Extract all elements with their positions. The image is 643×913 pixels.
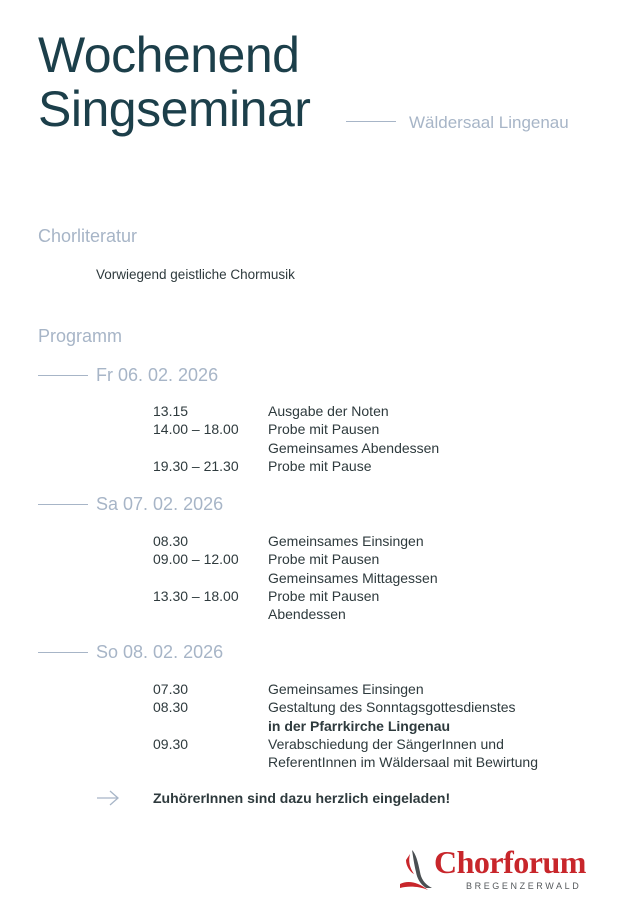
- invitation-note: ZuhörerInnen sind dazu herzlich eingeladen!: [153, 790, 451, 806]
- schedule-row: [153, 717, 623, 735]
- day-divider: [38, 504, 88, 505]
- schedule-event: in der Pfarrkirche Lingenau: [268, 717, 451, 734]
- schedule-event: Abendessen: [268, 606, 346, 623]
- chorforum-logo: [398, 844, 613, 894]
- day-label-sa: Sa 07. 02. 2026: [96, 494, 224, 514]
- schedule-event: Gemeinsames Mittagessen: [268, 569, 438, 586]
- schedule-time: 13.30 – 18.00: [153, 587, 239, 604]
- page-title: [38, 28, 310, 136]
- schedule-event: Probe mit Pausen: [268, 587, 380, 604]
- schedule-time: 09.30: [153, 735, 189, 752]
- schedule-event: Probe mit Pause: [268, 457, 372, 474]
- schedule-time: 19.30 – 21.30: [153, 457, 239, 474]
- schedule-time: 13.15: [153, 403, 189, 419]
- day-label-fr: Fr 06. 02. 2026: [96, 365, 219, 385]
- schedule-time: [153, 569, 268, 587]
- schedule-event: Gemeinsames Abendessen: [268, 439, 440, 456]
- logo-name: Chorforum: [434, 844, 586, 880]
- chorliteratur-heading: Chorliteratur: [38, 226, 138, 246]
- schedule-event: Gemeinsames Einsingen: [268, 681, 424, 697]
- schedule-row: [153, 698, 623, 716]
- schedule-time: 08.30: [153, 533, 189, 549]
- schedule-row: [153, 587, 623, 605]
- schedule-time: [153, 439, 268, 457]
- schedule-time: [153, 753, 268, 771]
- schedule-row: [153, 735, 623, 753]
- schedule-time: [153, 605, 268, 623]
- schedule-row: [153, 550, 623, 568]
- schedule-row: [153, 569, 623, 587]
- schedule-time: 14.00 – 18.00: [153, 421, 239, 438]
- schedule-sa: [153, 532, 623, 623]
- schedule-event: Gestaltung des Sonntagsgottesdienstes: [268, 699, 516, 716]
- arrow-right-icon: [96, 788, 122, 808]
- schedule-fr: [153, 402, 623, 475]
- schedule-row: [153, 532, 623, 550]
- title-line-1: Wochenend: [38, 27, 300, 83]
- schedule-row: [153, 753, 623, 771]
- schedule-row: [153, 402, 623, 420]
- schedule-row: [153, 680, 623, 698]
- chorliteratur-text: Vorwiegend geistliche Chormusik: [96, 267, 295, 282]
- schedule-event: Gemeinsames Einsingen: [268, 533, 424, 549]
- schedule-row: [153, 457, 623, 475]
- schedule-event: Ausgabe der Noten: [268, 403, 389, 419]
- programm-heading: Programm: [38, 326, 123, 346]
- choir-figure-icon: [398, 846, 438, 892]
- schedule-time: 07.30: [153, 681, 189, 697]
- schedule-row: [153, 439, 623, 457]
- schedule-time: 09.00 – 12.00: [153, 551, 239, 568]
- schedule-event: Verabschiedung der SängerInnen und: [268, 735, 504, 752]
- schedule-row: [153, 605, 623, 623]
- venue-divider: [346, 121, 396, 122]
- schedule-event: ReferentInnen im Wäldersaal mit Bewirtung: [268, 754, 539, 771]
- schedule-so: [153, 680, 623, 771]
- title-line-2: Singseminar: [38, 81, 311, 137]
- venue-label: Wäldersaal Lingenau: [409, 113, 569, 132]
- schedule-event: Probe mit Pausen: [268, 551, 380, 568]
- day-label-so: So 08. 02. 2026: [96, 642, 224, 662]
- day-divider: [38, 652, 88, 653]
- schedule-event: Probe mit Pausen: [268, 421, 380, 438]
- schedule-time: 08.30: [153, 699, 189, 716]
- schedule-row: [153, 420, 623, 438]
- schedule-time: [153, 717, 268, 735]
- logo-subtitle: BREGENZERWALD: [466, 881, 582, 891]
- day-divider: [38, 375, 88, 376]
